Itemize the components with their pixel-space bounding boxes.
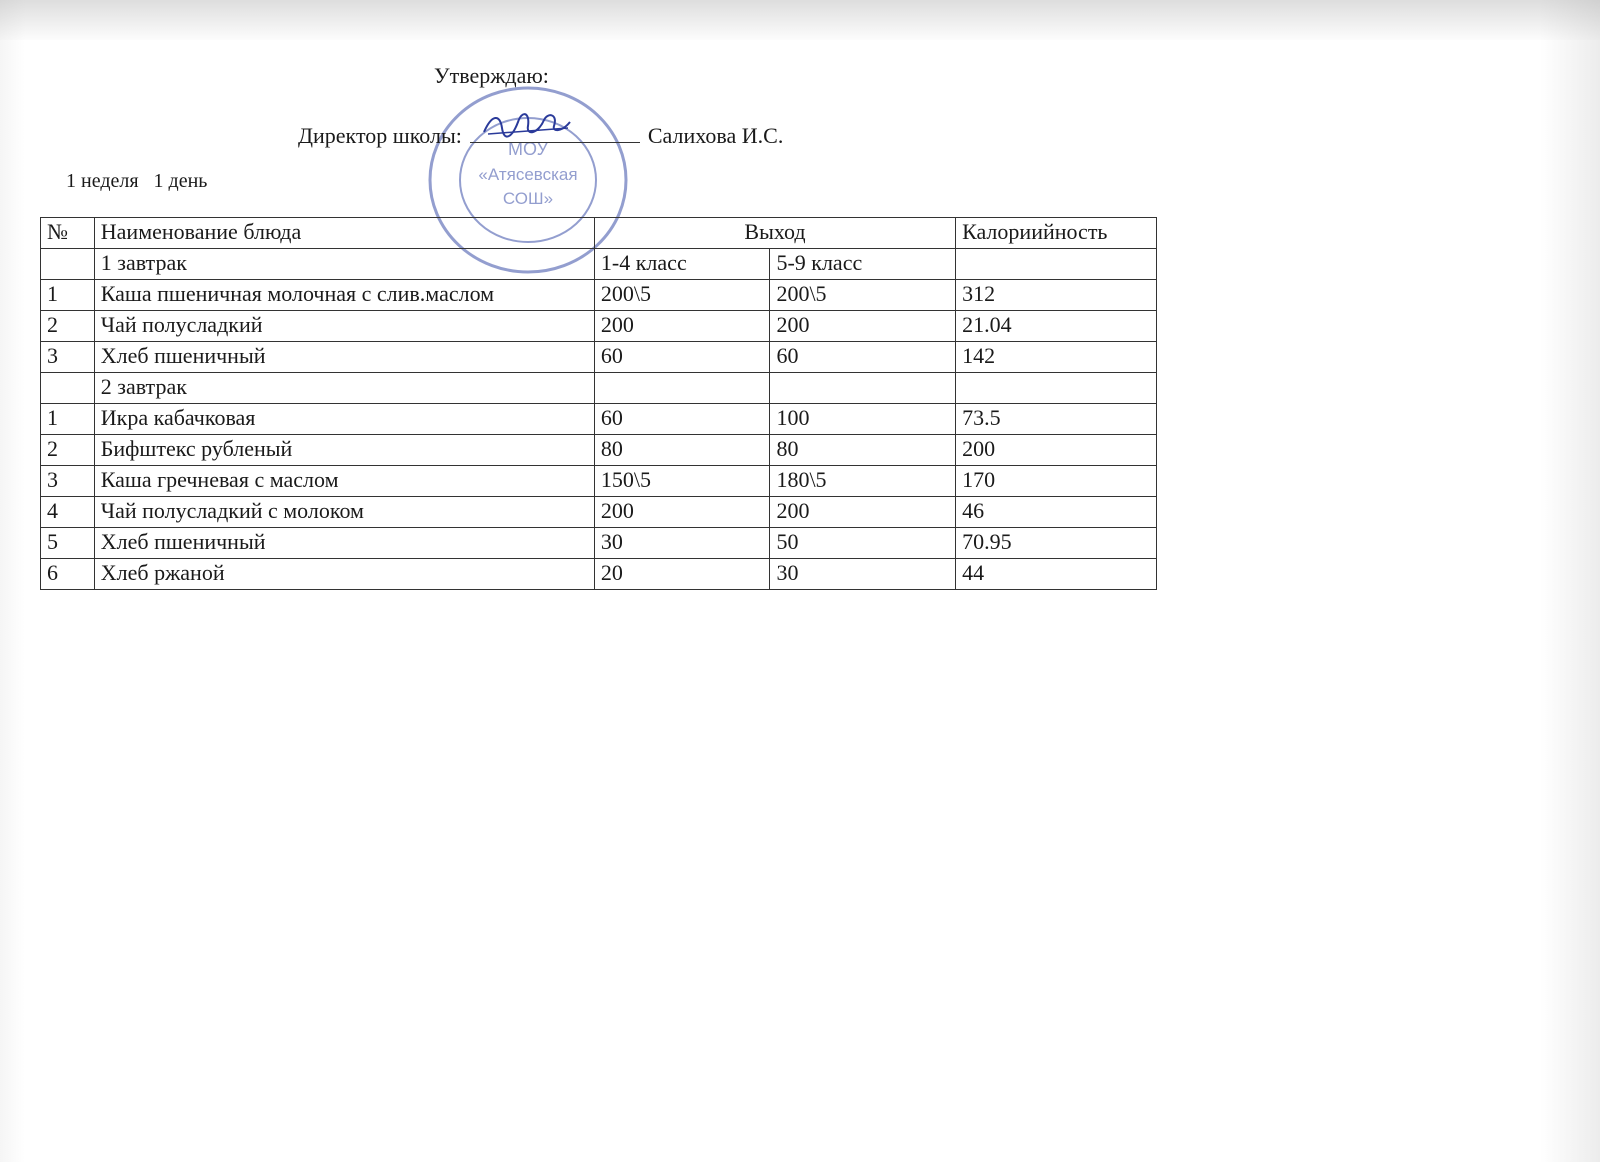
header-grade1: 1-4 класс xyxy=(594,249,770,280)
cell-num: 2 xyxy=(41,435,95,466)
breakfast-2-rows xyxy=(41,404,1157,590)
cell-output-grade1: 60 xyxy=(594,404,770,435)
week-day-label: 1 неделя 1 день xyxy=(66,170,208,192)
cell-num: 3 xyxy=(41,466,95,497)
cell-output-grade2: 200 xyxy=(770,497,956,528)
menu-table xyxy=(40,217,1157,590)
scan-artifact-top xyxy=(0,0,1600,40)
cell-calories: 170 xyxy=(956,466,1157,497)
cell-output-grade1: 20 xyxy=(594,559,770,590)
cell-num: 1 xyxy=(41,404,95,435)
cell-output-grade2: 200 xyxy=(770,311,956,342)
cell-output-grade2: 60 xyxy=(770,342,956,373)
table-row xyxy=(41,342,1157,373)
table-row xyxy=(41,311,1157,342)
cell-num: 4 xyxy=(41,497,95,528)
table-row xyxy=(41,559,1157,590)
stamp-text-bottom: СОШ» xyxy=(502,189,554,208)
cell-dish-name: Хлеб пшеничный xyxy=(94,342,594,373)
table-row xyxy=(41,280,1157,311)
cell-dish-name: Чай полусладкий xyxy=(94,311,594,342)
cell-calories: 142 xyxy=(956,342,1157,373)
cell-output-grade2: 50 xyxy=(770,528,956,559)
cell-calories: 200 xyxy=(956,435,1157,466)
cell-dish-name: Каша пшеничная молочная с слив.маслом xyxy=(94,280,594,311)
cell-output-grade1: 200\5 xyxy=(594,280,770,311)
approve-heading: Утверждаю: xyxy=(434,63,549,88)
cell-output-grade1: 200 xyxy=(594,311,770,342)
header-output: Выход xyxy=(594,218,955,249)
cell-output-grade1: 30 xyxy=(594,528,770,559)
stamp-text-mid: «Атясевская xyxy=(478,165,578,184)
cell-calories: 46 xyxy=(956,497,1157,528)
breakfast-1-rows xyxy=(41,280,1157,373)
signature-image xyxy=(478,104,578,144)
cell-calories: 312 xyxy=(956,280,1157,311)
table-row xyxy=(41,497,1157,528)
cell-output-grade2: 200\5 xyxy=(770,280,956,311)
cell-output-grade1: 150\5 xyxy=(594,466,770,497)
cell-output-grade1: 60 xyxy=(594,342,770,373)
cell-num: 6 xyxy=(41,559,95,590)
director-label: Директор школы: xyxy=(298,123,462,148)
cell-dish-name: Икра кабачковая xyxy=(94,404,594,435)
section-row-breakfast-2 xyxy=(41,373,1157,404)
cell-num: 5 xyxy=(41,528,95,559)
scan-artifact-right xyxy=(1540,0,1600,1162)
table-row xyxy=(41,435,1157,466)
cell-dish-name: Чай полусладкий с молоком xyxy=(94,497,594,528)
table-row xyxy=(41,466,1157,497)
cell-output-grade1: 200 xyxy=(594,497,770,528)
section-label: 1 завтрак xyxy=(94,249,594,280)
stamp-text-top: МОУ xyxy=(507,139,549,159)
header-name: Наименование блюда xyxy=(94,218,594,249)
cell-calories: 21.04 xyxy=(956,311,1157,342)
table-row xyxy=(41,528,1157,559)
cell-calories: 70.95 xyxy=(956,528,1157,559)
table-header-row xyxy=(41,218,1157,249)
section-row-breakfast-1 xyxy=(41,249,1157,280)
cell-dish-name: Хлеб ржаной xyxy=(94,559,594,590)
cell-num: 2 xyxy=(41,311,95,342)
cell-output-grade2: 180\5 xyxy=(770,466,956,497)
header-grade2: 5-9 класс xyxy=(770,249,956,280)
cell-dish-name: Хлеб пшеничный xyxy=(94,528,594,559)
director-name: Салихова И.С. xyxy=(647,123,784,148)
cell-calories: 73.5 xyxy=(956,404,1157,435)
cell-output-grade2: 100 xyxy=(770,404,956,435)
cell-output-grade2: 30 xyxy=(770,559,956,590)
director-line xyxy=(298,120,783,149)
signature-line xyxy=(470,120,640,143)
cell-num: 3 xyxy=(41,342,95,373)
cell-output-grade2: 80 xyxy=(770,435,956,466)
scan-artifact-left xyxy=(0,0,25,1162)
cell-calories: 44 xyxy=(956,559,1157,590)
cell-num: 1 xyxy=(41,280,95,311)
cell-dish-name: Каша гречневая с маслом xyxy=(94,466,594,497)
section-label: 2 завтрак xyxy=(94,373,594,404)
cell-output-grade1: 80 xyxy=(594,435,770,466)
cell-dish-name: Бифштекс рубленый xyxy=(94,435,594,466)
header-calories: Калориийность xyxy=(956,218,1157,249)
table-row xyxy=(41,404,1157,435)
header-num: № xyxy=(41,218,95,249)
